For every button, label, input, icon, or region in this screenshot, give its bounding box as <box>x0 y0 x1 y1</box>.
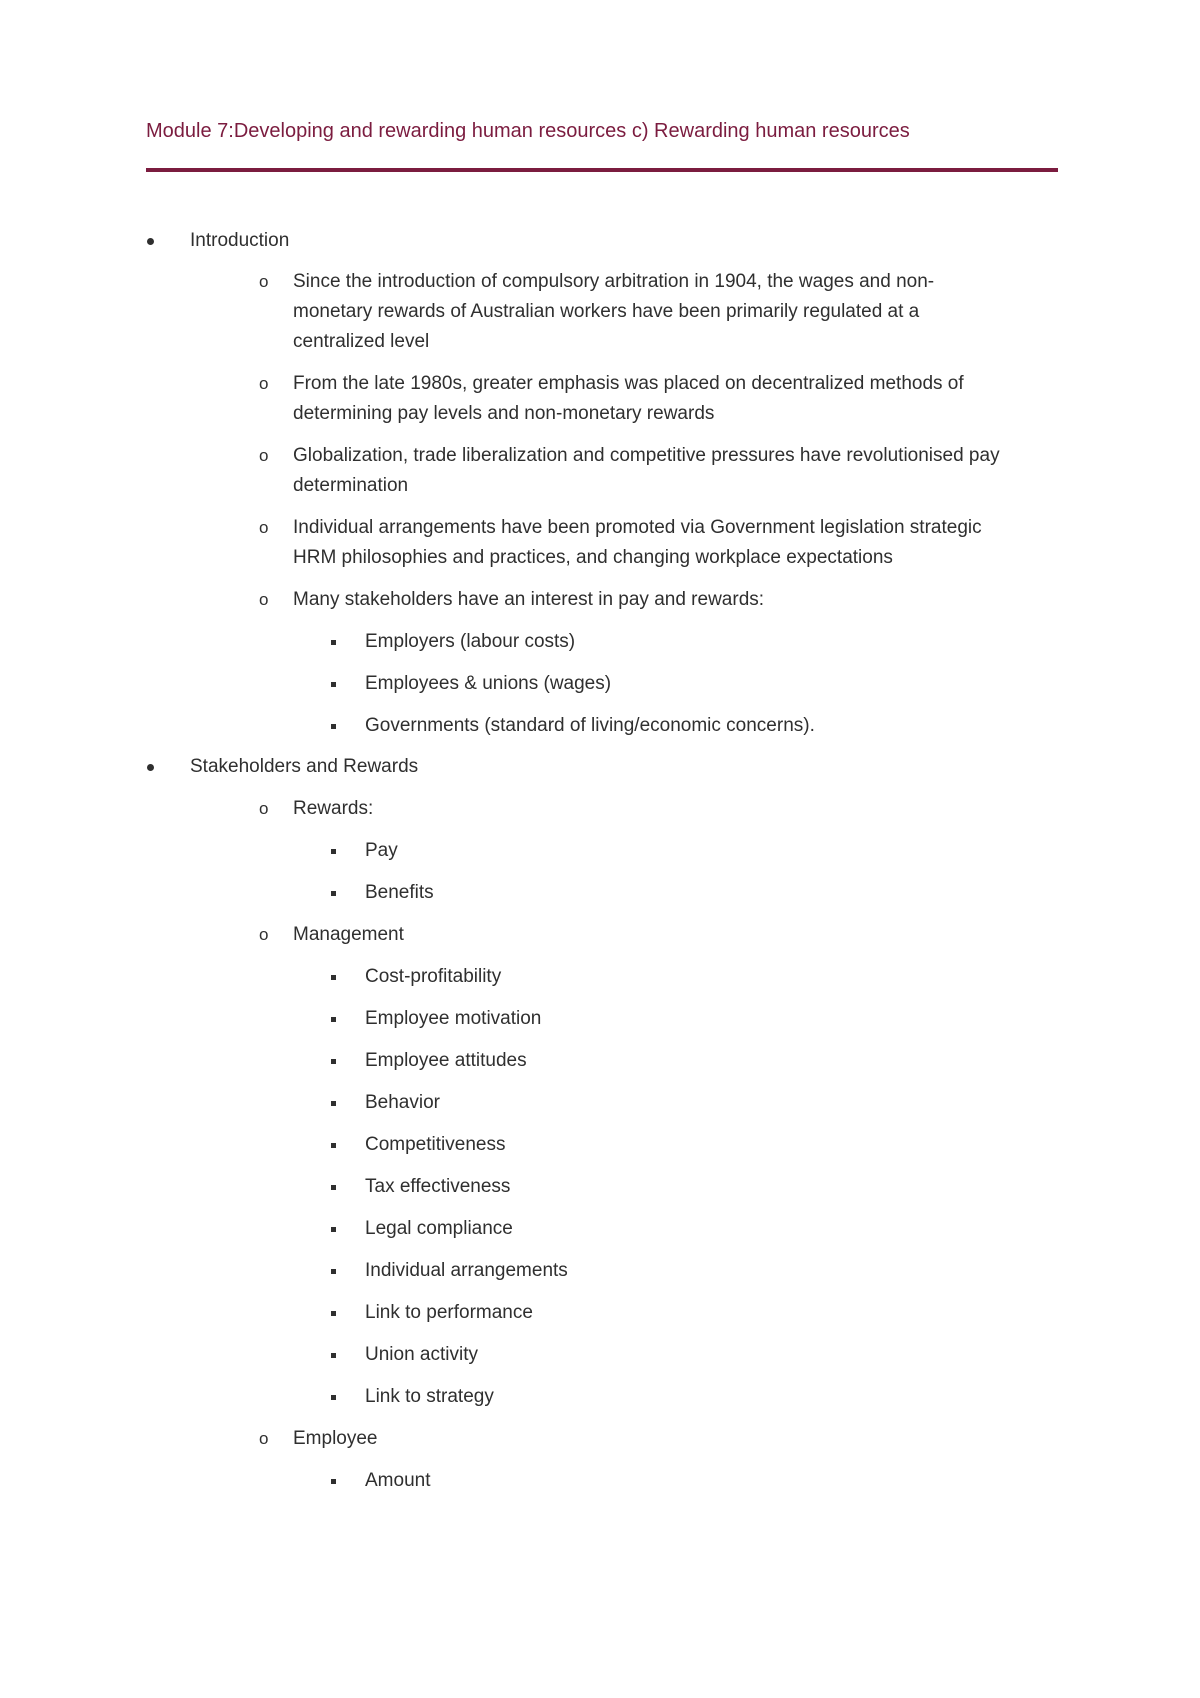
circle-bullet-icon: o <box>259 374 269 393</box>
circle-bullet-icon: o <box>259 518 269 537</box>
circle-bullet-icon: o <box>259 446 269 465</box>
management-item: Cost-profitability <box>365 966 502 987</box>
section-stakeholders-rewards-label: Stakeholders and Rewards <box>190 756 419 777</box>
square-bullet-icon <box>331 1269 336 1274</box>
management-item: Behavior <box>365 1092 440 1113</box>
rewards-label: Rewards: <box>293 798 374 819</box>
intro-item-line: Individual arrangements have been promoted via Government legislation strategic <box>293 517 982 538</box>
intro-item-line: determination <box>293 475 409 496</box>
square-bullet-icon <box>331 849 336 854</box>
employee-item: Amount <box>365 1470 431 1491</box>
stakeholder-item: Employees & unions (wages) <box>365 673 612 694</box>
stakeholder-item: Employers (labour costs) <box>365 631 576 652</box>
intro-item-line: Globalization, trade liberalization and competitive pressures have revolutionised pay <box>293 445 1000 466</box>
square-bullet-icon <box>331 724 336 729</box>
rewards-item: Benefits <box>365 882 434 903</box>
intro-item-line: HRM philosophies and practices, and changing workplace expectations <box>293 547 893 568</box>
rewards-item: Pay <box>365 840 398 861</box>
intro-item-line: centralized level <box>293 331 430 352</box>
square-bullet-icon <box>331 1227 336 1232</box>
circle-bullet-icon: o <box>259 799 269 818</box>
square-bullet-icon <box>331 1479 336 1484</box>
circle-bullet-icon: o <box>259 272 269 291</box>
employee-label: Employee <box>293 1428 378 1449</box>
intro-item-line: Since the introduction of compulsory arbitration in 1904, the wages and non- <box>293 271 935 292</box>
intro-item-line: monetary rewards of Australian workers have been primarily regulated at a <box>293 301 920 322</box>
management-item: Legal compliance <box>365 1218 513 1239</box>
square-bullet-icon <box>331 1101 336 1106</box>
section-introduction-label: Introduction <box>190 230 290 251</box>
intro-item-line: From the late 1980s, greater emphasis was placed on decentralized methods of <box>293 373 964 394</box>
title-divider <box>146 168 1058 172</box>
disc-bullet-icon <box>147 764 154 771</box>
square-bullet-icon <box>331 1395 336 1400</box>
square-bullet-icon <box>331 1311 336 1316</box>
management-item: Link to performance <box>365 1302 533 1323</box>
square-bullet-icon <box>331 1185 336 1190</box>
square-bullet-icon <box>331 1059 336 1064</box>
square-bullet-icon <box>331 1143 336 1148</box>
management-label: Management <box>293 924 404 945</box>
square-bullet-icon <box>331 1017 336 1022</box>
management-item: Competitiveness <box>365 1134 506 1155</box>
square-bullet-icon <box>331 891 336 896</box>
square-bullet-icon <box>331 640 336 645</box>
square-bullet-icon <box>331 1353 336 1358</box>
management-item: Employee attitudes <box>365 1050 527 1071</box>
circle-bullet-icon: o <box>259 590 269 609</box>
intro-item-line: determining pay levels and non-monetary rewards <box>293 403 715 424</box>
management-item: Link to strategy <box>365 1386 494 1407</box>
disc-bullet-icon <box>147 238 154 245</box>
management-item: Individual arrangements <box>365 1260 568 1281</box>
management-item: Employee motivation <box>365 1008 542 1029</box>
stakeholder-item: Governments (standard of living/economic concerns). <box>365 715 815 736</box>
intro-item-line: Many stakeholders have an interest in pay and rewards: <box>293 589 765 610</box>
square-bullet-icon <box>331 682 336 687</box>
management-item: Tax effectiveness <box>365 1176 511 1197</box>
circle-bullet-icon: o <box>259 925 269 944</box>
circle-bullet-icon: o <box>259 1429 269 1448</box>
square-bullet-icon <box>331 975 336 980</box>
management-item: Union activity <box>365 1344 478 1365</box>
page-title: Module 7:Developing and rewarding human resources c) Rewarding human resources <box>146 120 910 142</box>
